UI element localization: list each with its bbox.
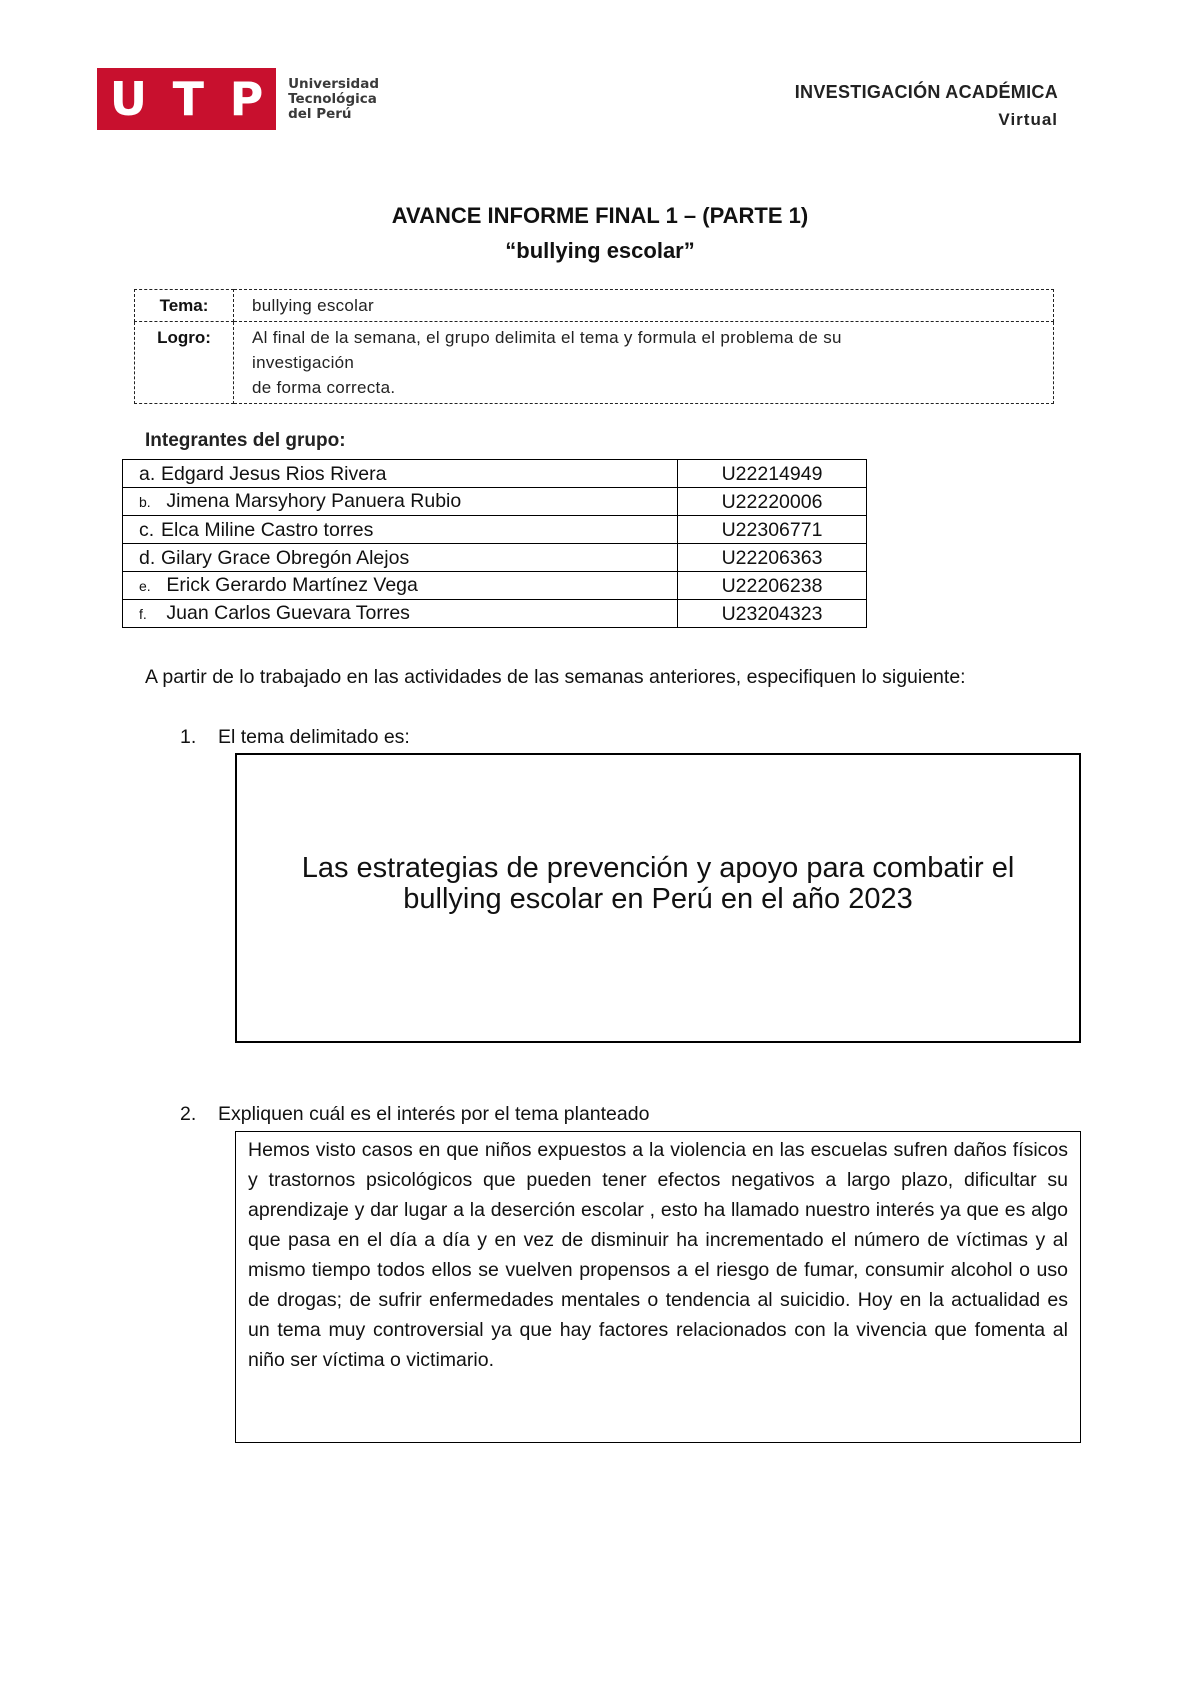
instructions-text: A partir de lo trabajado en las actividades de las semanas anteriores, especifiquen lo siguiente:: [145, 666, 966, 688]
member-code: U22214949: [678, 460, 867, 488]
answer-1-text: [290, 853, 1027, 915]
member-row: [123, 488, 867, 516]
course-name: INVESTIGACIÓN ACADÉMICA: [794, 82, 1058, 102]
answer-1-line: bullying escolar en Perú en el año 2023: [403, 883, 913, 915]
logro-value: [234, 322, 1054, 404]
logo-letter: P: [229, 72, 264, 126]
logro-row: [135, 322, 1054, 404]
member-letter: c.: [139, 518, 155, 541]
question-number: 1.: [180, 726, 197, 748]
logro-line: Al final de la semana, el grupo delimita el tema y formula el problema de su: [252, 328, 842, 347]
logo-text-line: del Perú: [288, 105, 352, 122]
question-label: Expliquen cuál es el interés por el tema planteado: [218, 1103, 650, 1125]
member-row: [123, 544, 867, 572]
document-title: [0, 198, 1200, 268]
answer-2-text: Hemos visto casos en que niños expuestos a la violencia en las escuelas sufren daños físicos y trastornos psicológicos que pueden tener efectos negativos a largo plazo, dificultar su aprendizaje y dar lugar a la deserción escolar , esto ha llamado nuestro interés ya que es algo que pasa en el día a día y en vez de disminuir ha incrementado el número de víctimas y al mismo tiempo todos ellos se vuelven propensos a el riesgo de fumar, consumir alcohol o uso de drogas; de sufrir enfermedades mentales o tendencia al suicidio. Hoy en la actualidad es un tema muy controversial ya que hay factores relacionados con la vivencia que fomenta al niño ser víctima o victimario.: [248, 1139, 1068, 1371]
header-course-info: [795, 78, 1058, 134]
member-row: [123, 460, 867, 488]
logo-letter: U: [109, 72, 148, 126]
info-table: [134, 289, 1054, 404]
answer-box-2: [235, 1131, 1081, 1443]
member-row: [123, 572, 867, 600]
logro-line: investigación: [252, 353, 355, 372]
member-letter: a.: [139, 462, 156, 485]
logo-text-line: Tecnológica: [288, 90, 377, 107]
tema-label: Tema:: [135, 290, 234, 322]
question-number: 2.: [180, 1103, 197, 1125]
course-modality: Virtual: [998, 110, 1058, 129]
member-row: [123, 600, 867, 628]
member-name: Edgard Jesus Rios Rivera: [161, 462, 387, 485]
answer-box-1: [235, 753, 1081, 1043]
member-name: Erick Gerardo Martínez Vega: [166, 574, 418, 596]
logro-label: Logro:: [135, 322, 234, 404]
group-label: Integrantes del grupo:: [145, 430, 346, 451]
answer-1-line: Las estrategias de prevención y apoyo para combatir el: [301, 852, 1015, 884]
tema-row: [135, 290, 1054, 322]
member-code: U22306771: [678, 516, 867, 544]
member-code: U22206238: [678, 572, 867, 600]
question-2: [180, 1103, 649, 1126]
question-label: El tema delimitado es:: [218, 726, 410, 748]
member-letter: b.: [139, 494, 151, 510]
question-1: [180, 726, 410, 749]
member-name: Jimena Marsyhory Panuera Rubio: [166, 490, 462, 512]
member-code: U22206363: [678, 544, 867, 572]
logo-text-line: Universidad: [288, 75, 379, 92]
utp-logo: [97, 68, 379, 130]
member-name: Elca Miline Castro torres: [161, 518, 374, 541]
logo-mark: [97, 68, 276, 130]
member-name: Gilary Grace Obregón Alejos: [161, 546, 410, 569]
member-code: U22220006: [678, 488, 867, 516]
logro-line: de forma correcta.: [252, 378, 396, 397]
logo-wordmark: [288, 68, 379, 130]
member-row: [123, 516, 867, 544]
member-name: Juan Carlos Guevara Torres: [166, 602, 410, 624]
logo-letter: T: [172, 72, 205, 126]
members-table: [122, 459, 867, 628]
member-letter: e.: [139, 578, 151, 594]
member-code: U23204323: [678, 600, 867, 628]
member-letter: d.: [139, 546, 156, 569]
title-line-2: “bullying escolar”: [505, 238, 695, 263]
tema-value: bullying escolar: [234, 290, 1054, 322]
title-line-1: AVANCE INFORME FINAL 1 – (PARTE 1): [391, 203, 809, 228]
member-letter: f.: [139, 606, 147, 622]
